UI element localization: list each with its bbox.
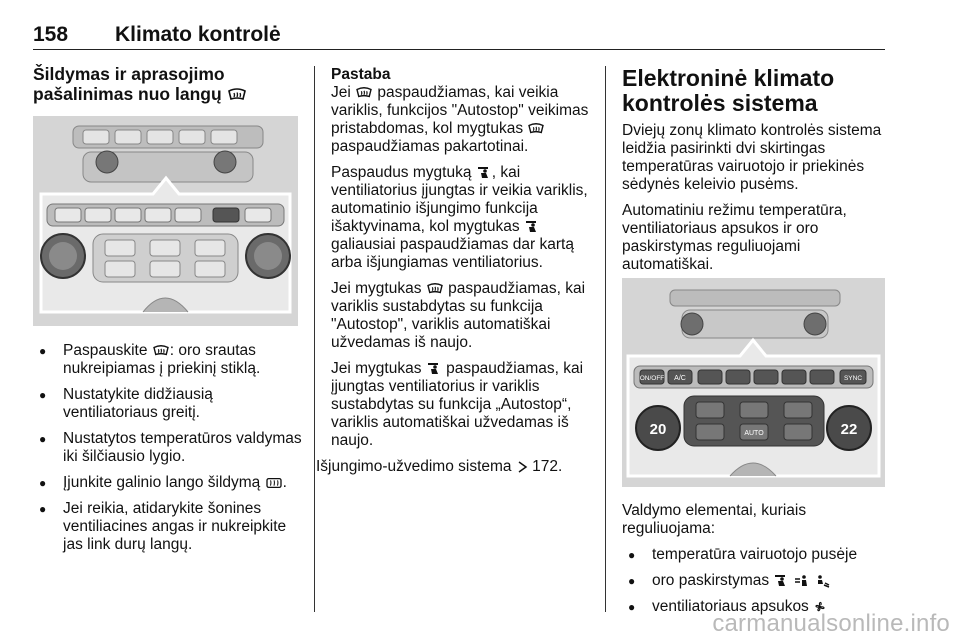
- list-item: ● Paspauskite : oro srautas nukreipiamas į priekinį stiklą.: [33, 342, 303, 378]
- column-divider: [605, 66, 606, 612]
- air-distribution-windscreen-icon: [524, 220, 540, 234]
- section-heading: Elektroninė klimato kontrolės sistema: [622, 65, 835, 116]
- climate-panel-image-left: [33, 116, 298, 326]
- page-reference-arrow-icon: [516, 461, 528, 473]
- windscreen-defrost-icon: [426, 282, 444, 296]
- watermark: carmanualsonline.info: [712, 610, 950, 637]
- instruction-list: [33, 342, 303, 554]
- climate-panel-image-right: [622, 278, 885, 487]
- note-paragraph: Paspaudus mygtuką , kai ventiliatorius įjungtas ir veikia variklis, automatinio išjungimo funkcija išaktyvinama, kol mygtukas galiausiai paspaudžiamas dar kartą arba išjungiamas ventiliatorius.: [331, 164, 588, 271]
- windscreen-defrost-icon: [227, 87, 247, 103]
- column-3: [622, 66, 890, 282]
- column-1-list: [33, 342, 303, 562]
- note-paragraph: Jei paspaudžiamas, kai veikia variklis, funkcijos "Autostop" veikimas pristabdomas, kol mygtukas paspaudžiamas pakartotinai.: [331, 84, 589, 155]
- paragraph: Dviejų zonų klimato kontrolės sistema leidžia pasirinkti dvi skirtingas temperatūras vairuotojo ir priekinės sėdynės keleivio pusėms.: [622, 122, 882, 193]
- list-item: ● Jei reikia, atidarykite šonines ventiliacines angas ir nukreipkite jas link durų langų.: [33, 500, 303, 554]
- page-header: [33, 14, 885, 50]
- section-heading: Šildymas ir aprasojimo pašalinimas nuo langų: [33, 64, 305, 104]
- onoff-button-label: ON/OFF: [639, 375, 665, 382]
- list-item: ● Nustatytos temperatūros valdymas iki šilčiausio lygio.: [33, 430, 303, 466]
- air-distribution-windscreen-icon: [476, 166, 492, 180]
- list-item: ● temperatūra vairuotojo pusėje: [622, 546, 890, 564]
- controls-list: [622, 546, 890, 616]
- rear-window-heating-icon: [265, 476, 283, 490]
- air-distribution-windscreen-icon: [426, 362, 442, 376]
- column-2: [316, 66, 599, 484]
- list-item: ● oro paskirstymas: [622, 572, 890, 590]
- paragraph: Automatiniu režimu temperatūra, ventiliatoriaus apsukos ir oro paskirstymas reguliuojami automatiškai.: [622, 202, 847, 273]
- note-paragraph: Jei mygtukas paspaudžiamas, kai įjungtas ventiliatorius ir variklis sustabdytas su funkcija „Autostop“, variklis automatiškai užvedamas iš naujo.: [331, 360, 584, 449]
- ac-button-label: A/C: [674, 375, 686, 382]
- auto-button-label: AUTO: [744, 430, 764, 437]
- page-number: 158: [33, 23, 69, 46]
- air-distribution-windscreen-icon: [773, 574, 789, 588]
- left-temperature-readout: 20: [649, 421, 667, 438]
- cross-reference: Išjungimo-užvedimo sistema 172.: [316, 458, 563, 475]
- note-heading: Pastaba: [331, 66, 391, 83]
- reference-page[interactable]: 172.: [532, 458, 563, 475]
- column-1: [33, 64, 305, 104]
- right-temperature-readout: 22: [840, 421, 858, 438]
- list-item: ● Nustatykite didžiausią ventiliatoriaus greitį.: [33, 386, 303, 422]
- list-item: ● ventiliatoriaus apsukos: [622, 598, 890, 616]
- controls-intro: Valdymo elementai, kuriais reguliuojama:: [622, 502, 807, 537]
- air-distribution-face-icon: [794, 574, 810, 588]
- column-3-controls: [622, 502, 890, 624]
- air-distribution-foot-icon: [814, 574, 830, 588]
- sync-button-label: SYNC: [843, 375, 863, 382]
- list-item: ● Įjunkite galinio lango šildymą .: [33, 474, 303, 492]
- windscreen-defrost-icon: [152, 344, 170, 358]
- windscreen-defrost-icon: [527, 122, 545, 136]
- note-paragraph: Jei mygtukas paspaudžiamas, kai variklis sustabdytas su funkcija "Autostop", variklis automatiškai užvedamas iš naujo.: [331, 280, 586, 351]
- windscreen-defrost-icon: [355, 86, 373, 100]
- column-divider: [314, 66, 315, 612]
- page-title: Klimato kontrolė: [115, 23, 281, 46]
